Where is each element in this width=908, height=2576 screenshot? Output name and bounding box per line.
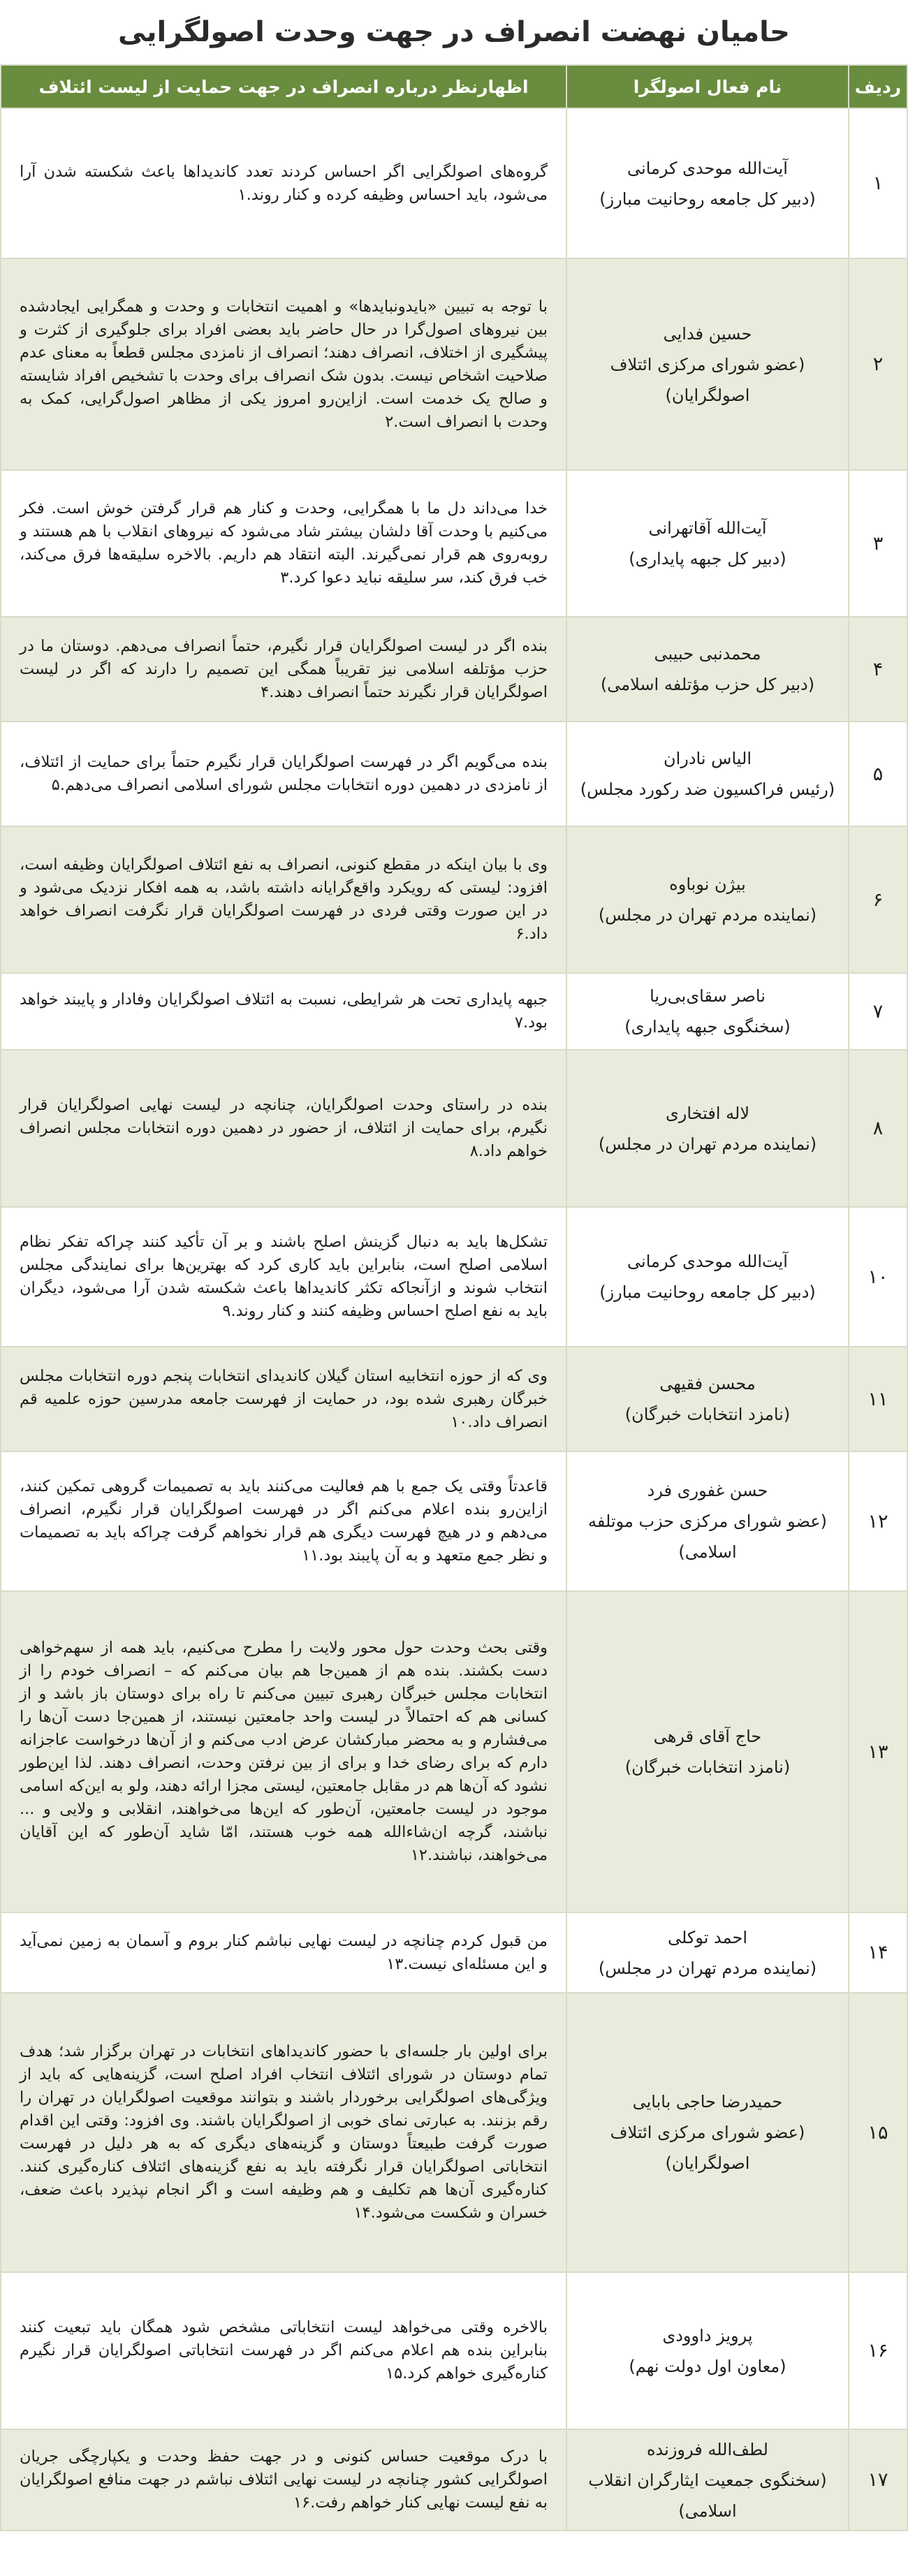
opinion-text: قاعدتاً وقتی یک جمع با هم فعالیت می‌کنند باید به تصمیمات گروهی تمکین کنند، ازاین‌رو بنده اعلام می‌کنم اگر در فهرست اصولگرایان قرار نگیرم، انصراف می‌دهم و در هیچ فهرست دیگری هم قرار نخواهم گرفت چراکه باید به تصمیمات و نظر جمع متعهد و به آن پایبند بود.۱۱	[1, 1451, 566, 1591]
opinion-text: بنده می‌گویم اگر در فهرست اصولگرایان قرار نگیرم حتماً برای حمایت از ائتلاف، از نامزدی در دهمین دوره انتخابات مجلس شورای اسلامی انصراف می‌دهم.۵	[1, 722, 566, 826]
page-title: حامیان نهضت انصراف در جهت وحدت اصولگرایی	[0, 0, 908, 64]
person-cell	[566, 1993, 849, 2272]
row-number: ۱۲	[849, 1451, 907, 1591]
person-cell	[566, 1451, 849, 1591]
table-header-row	[1, 65, 907, 108]
row-number: ۸	[849, 1050, 907, 1207]
person-role: (دبیر کل جامعه روحانیت مبارز)	[599, 1282, 816, 1302]
person-name: آیت‌الله موحدی کرمانی	[627, 158, 788, 178]
person-role: (نماینده مردم تهران در مجلس)	[598, 1134, 817, 1154]
person-role: (عضو شورای مرکزی ائتلاف اصولگرایان)	[610, 354, 805, 405]
person-role: (نماینده مردم تهران در مجلس)	[598, 905, 817, 925]
person-cell	[566, 1207, 849, 1347]
opinion-text: بنده اگر در لیست اصولگرایان قرار نگیرم، حتماً انصراف می‌دهم. دوستان ما در حزب مؤتلفه اسلامی نیز تقریباً همگی این تصمیم را دارند که اگر در لیست اصولگرایان قرار نگیرند حتماً انصراف دهند.۴	[1, 617, 566, 722]
table-row	[1, 2272, 907, 2429]
person-cell	[566, 826, 849, 973]
person-name: حسین فدایی	[663, 323, 752, 344]
person-name: لاله افتخاری	[665, 1103, 750, 1123]
table-row	[1, 617, 907, 722]
person-name: بیژن نوباوه	[669, 874, 746, 894]
person-cell	[566, 2429, 849, 2531]
row-number: ۷	[849, 973, 907, 1050]
person-role: (نامزد انتخابات خبرگان)	[624, 1405, 791, 1424]
opinion-text: جبهه پایداری تحت هر شرایطی، نسبت به ائتلاف اصولگرایان وفادار و پایبند خواهد بود.۷	[1, 973, 566, 1050]
row-number: ۱۱	[849, 1347, 907, 1451]
person-role: (دبیر کل جامعه روحانیت مبارز)	[599, 189, 816, 209]
opinion-text: بالاخره وقتی می‌خواهد لیست انتخاباتی مشخص شود همگان باید تبعیت کنند بنابراین بنده هم اعلام می‌کنم اگر در فهرست انتخاباتی اصولگرایان قرار نگیرم کناره‌گیری خواهم کرد.۱۵	[1, 2272, 566, 2429]
person-cell	[566, 470, 849, 617]
opinion-text: تشکل‌ها باید به دنبال گزینش اصلح باشند و بر آن تأکید کنند چراکه تفکر نظام اسلامی اصلح است، بنابراین باید کاری کرد که بهترین‌ها برای نمایندگی مجلس انتخاب شوند و ازآنجاکه تکثر کاندیداها باعث شکسته شدن آرا می‌شود، دیگران باید به نفع اصلح احساس وظیفه کنند و کنار روند.۹	[1, 1207, 566, 1347]
opinion-text: خدا می‌داند دل ما با همگرایی، وحدت و کنار هم قرار گرفتن خوش است. فکر می‌کنیم با وحدت آقا دلشان بیشتر شاد می‌شود که نیروهای انقلاب با هم هستند و روبه‌روی هم قرار نمی‌گیرند. البته انتقاد هم داریم. بالاخره سلیقه‌ها فرق می‌کند، خب فرق کند، سر سلیقه نباید دعوا کرد.۳	[1, 470, 566, 617]
person-cell	[566, 108, 849, 258]
row-number: ۱	[849, 108, 907, 258]
supporters-table	[0, 64, 908, 2531]
row-number: ۱۷	[849, 2429, 907, 2531]
person-cell	[566, 1912, 849, 1993]
table-row	[1, 1591, 907, 1912]
person-name: پرویز داوودی	[662, 2325, 753, 2346]
table-row	[1, 1912, 907, 1993]
opinion-text: با توجه به تبیین «بایدونبایدها» و اهمیت انتخابات و وحدت و همگرایی ایجادشده بین نیروهای اصول‌گرا در حال حاضر باید بعضی افراد برای جلوگیری از کثرت و پیشگیری از اختلاف، انصراف دهند؛ انصراف از نامزدی مجلس قطعاً به معنای عدم صلاحیت اشخاص نیست. بدون شک انصراف برای وحدت با تشخیص افراد شایسته و صالح یک خدمت است. ازاین‌رو امروز یکی از مظاهر اصول‌گرایی، کمک به وحدت با انصراف است.۲	[1, 258, 566, 470]
row-number: ۵	[849, 722, 907, 826]
table-row	[1, 1993, 907, 2272]
row-number: ۱۳	[849, 1591, 907, 1912]
row-number: ۶	[849, 826, 907, 973]
person-name: لطف‌الله فروزنده	[646, 2439, 768, 2459]
person-role: (نماینده مردم تهران در مجلس)	[598, 1958, 817, 1978]
person-cell	[566, 617, 849, 722]
person-cell	[566, 258, 849, 470]
table-row	[1, 2429, 907, 2531]
opinion-text: گروه‌های اصولگرایی اگر احساس کردند تعدد کاندیداها باعث شکسته شدن آرا می‌شود، باید احساس وظیفه کرده و کنار روند.۱	[1, 108, 566, 258]
row-number: ۱۰	[849, 1207, 907, 1347]
table-row	[1, 973, 907, 1050]
row-number: ۱۵	[849, 1993, 907, 2272]
person-name: محمدنبی حبیبی	[654, 644, 761, 664]
row-number: ۲	[849, 258, 907, 470]
table-row	[1, 1207, 907, 1347]
opinion-text: بنده در راستای وحدت اصولگرایان، چنانچه در لیست نهایی اصولگرایان قرار نگیرم، برای حمایت از ائتلاف، از حضور در دهمین دوره انتخابات مجلس انصراف خواهم داد.۸	[1, 1050, 566, 1207]
person-name: آیت‌الله آقاتهرانی	[648, 518, 767, 538]
header-number: ردیف	[849, 65, 907, 108]
row-number: ۱۶	[849, 2272, 907, 2429]
table-row	[1, 826, 907, 973]
row-number: ۳	[849, 470, 907, 617]
person-role: (سخنگوی جمعیت ایثارگران انقلاب اسلامی)	[588, 2470, 827, 2521]
person-name: محسن فقیهی	[659, 1374, 756, 1393]
person-cell	[566, 1591, 849, 1912]
table-row	[1, 1050, 907, 1207]
opinion-text: من قبول کردم چنانچه در لیست نهایی نباشم کنار بروم و آسمان به زمین نمی‌آید و این مسئله‌ای نیست.۱۳	[1, 1912, 566, 1993]
person-name: حسن غفوری فرد	[647, 1481, 768, 1500]
person-name: الیاس نادران	[663, 749, 752, 768]
person-role: (دبیر کل حزب مؤتلفه اسلامی)	[600, 675, 815, 694]
table-row	[1, 470, 907, 617]
row-number: ۱۴	[849, 1912, 907, 1993]
row-number: ۴	[849, 617, 907, 722]
person-role: (معاون اول دولت نهم)	[629, 2356, 786, 2376]
person-role: (دبیر کل جبهه پایداری)	[629, 549, 786, 569]
person-name: احمد توکلی	[667, 1927, 748, 1947]
header-opinion: اظهارنظر درباره انصراف در جهت حمایت از لیست ائتلاف	[1, 65, 566, 108]
person-cell	[566, 1347, 849, 1451]
table-row	[1, 258, 907, 470]
person-cell	[566, 2272, 849, 2429]
person-name: ناصر سقای‌بی‌ریا	[650, 986, 766, 1006]
person-name: حاج آقای قرهی	[653, 1727, 762, 1746]
person-name: حمیدرضا حاجی بابایی	[632, 2092, 783, 2112]
person-role: (رئیس فراکسیون ضد رکورد مجلس)	[580, 780, 835, 799]
opinion-text: وی با بیان اینکه در مقطع کنونی، انصراف به نفع ائتلاف اصولگرایان وظیفه است، افزود: لیستی که رویکرد واقع‌گرایانه داشته باشد، به همه افکار نزدیک می‌شود و در این صورت وقتی فردی در فهرست اصولگرایان قرار نگرفت انصراف خواهد داد.۶	[1, 826, 566, 973]
table-row	[1, 108, 907, 258]
opinion-text: برای اولین بار جلسه‌ای با حضور کاندیداهای انتخابات در تهران برگزار شد؛ هدف تمام دوستان در شورای ائتلاف انتخاب افراد اصلح است، گزینه‌هایی که باید از ویژگی‌های اصولگرایی برخوردار باشند و بتوانند موقعیت اصولگرایان در تهران را رقم بزنند. به عبارتی نمای خوبی از اصولگرایان باشند. وی افزود: وقتی این اقدام صورت گرفت طبیعتاً دوستان و گزینه‌های دیگری که به هر دلیل در فهرست انتخاباتی اصولگرایان قرار نگرفته باید به نفع گزینه‌های ائتلاف کناره‌گیری کنند. کناره‌گیری آن‌ها هم تکلیف و هم وظیفه است و اگر انجام نپذیرد باعث ضعف، خسران و شکست می‌شود.۱۴	[1, 1993, 566, 2272]
table-row	[1, 1347, 907, 1451]
person-role: (عضو شورای مرکزی حزب موتلفه اسلامی)	[587, 1512, 828, 1562]
opinion-text: با درک موقعیت حساس کنونی و در جهت حفظ وحدت و یکپارچگی جریان اصولگرایی کشور چنانچه در لیست نهایی ائتلاف نباشم در جهت منافع اصولگرایان به نفع لیست نهایی کنار خواهم رفت.۱۶	[1, 2429, 566, 2531]
person-role: (سخنگوی جبهه پایداری)	[624, 1017, 791, 1037]
person-role: (نامزد انتخابات خبرگان)	[624, 1757, 791, 1777]
opinion-text: وقتی بحث وحدت حول محور ولایت را مطرح می‌کنیم، باید همه از سهم‌خواهی دست بکشند. بنده هم از همین‌جا هم بیان می‌کنم که – انصراف خودم را از انتخابات مجلس خبرگان رهبری تبیین می‌کنم تا راه برای دوستان باز باشد و از کسانی هم که احتمالاً در لیست واحد جامعتین نیستند، از همین‌جا دست آن‌ها را می‌فشارم و به محضر مبارکشان عرض ادب می‌کنم و از آن‌ها درخواست عاجزانه دارم که برای رضای خدا و برای از بین نرفتن وحدت، انصراف دهند. لذا این‌طور نشود که آن‌ها هم در مقابل جامعتین، لیستی مجزا ارائه دهند، ولو به این‌که اسامی موجود در لیست جامعتین، آن‌طور که این‌ها می‌خواهند، انقلابی و ولایی و ... نباشند، گرچه ان‌شاءالله همه خوب هستند، امّا شاید آن‌طور که این آقایان می‌خواهند، نباشند.۱۲	[1, 1591, 566, 1912]
person-cell	[566, 1050, 849, 1207]
table-row	[1, 1451, 907, 1591]
person-name: آیت‌الله موحدی کرمانی	[627, 1252, 788, 1271]
person-role: (عضو شورای مرکزی ائتلاف اصولگرایان)	[610, 2123, 805, 2173]
person-cell	[566, 973, 849, 1050]
header-name: نام فعال اصولگرا	[566, 65, 849, 108]
table-row	[1, 722, 907, 826]
opinion-text: وی که از حوزه انتخابیه استان گیلان کاندیدای انتخابات پنجم دوره انتخابات مجلس خبرگان رهبری شده بود، در حمایت از فهرست جامعه مدرسین حوزه علمیه قم انصراف داد.۱۰	[1, 1347, 566, 1451]
person-cell	[566, 722, 849, 826]
